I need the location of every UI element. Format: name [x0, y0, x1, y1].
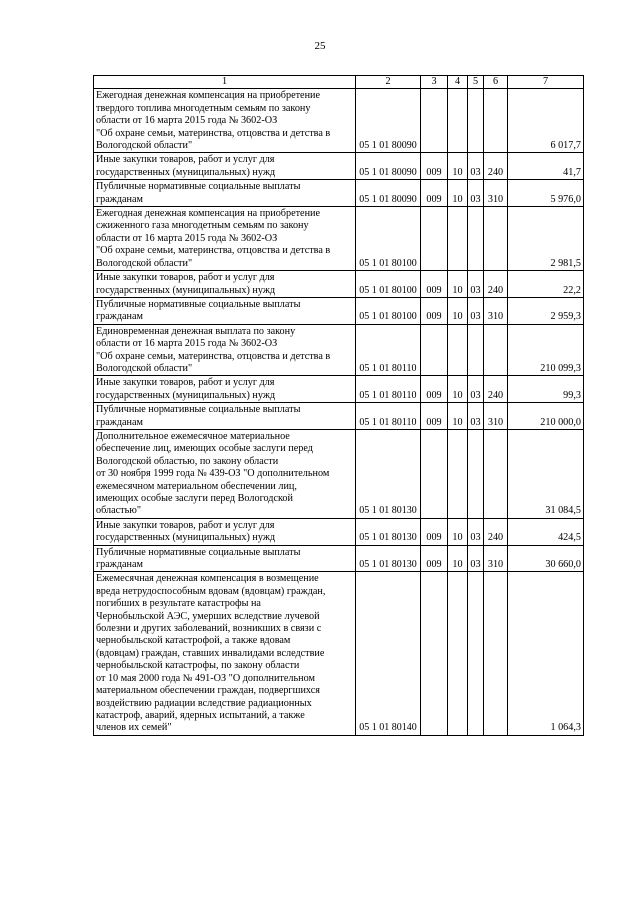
row-name-line: государственных (муниципальных) нужд	[96, 284, 276, 296]
subsection-code-cell: 03	[468, 376, 484, 403]
subsection-code-cell: 03	[468, 153, 484, 180]
expense-type-cell	[484, 429, 508, 518]
budget-code-cell: 05 1 01 80100	[356, 271, 421, 298]
row-name	[94, 545, 356, 572]
row-name-line: воздействию радиации вследствие радиационных	[96, 697, 312, 709]
table-row	[94, 180, 584, 207]
row-name-line: Публичные нормативные социальные выплаты	[96, 298, 301, 310]
table-row	[94, 572, 584, 735]
expense-type-cell: 310	[484, 180, 508, 207]
row-name-line: гражданам	[96, 416, 143, 428]
subsection-code-cell	[468, 89, 484, 153]
section-code-cell	[448, 429, 468, 518]
section-code-cell: 10	[448, 545, 468, 572]
subsection-code-cell: 03	[468, 271, 484, 298]
row-name-line: (вдовцам) граждан, ставших инвалидами вследствие	[96, 647, 325, 659]
column-header: 1	[94, 76, 356, 89]
ministry-code-cell	[421, 89, 448, 153]
amount-cell: 22,2	[508, 271, 584, 298]
budget-code-cell: 05 1 01 80100	[356, 207, 421, 271]
ministry-code-cell: 009	[421, 271, 448, 298]
row-name-line: Вологодской области"	[96, 140, 193, 152]
column-header: 2	[356, 76, 421, 89]
row-name-line: государственных (муниципальных) нужд	[96, 166, 276, 178]
row-name-line: Иные закупки товаров, работ и услуг для	[96, 377, 275, 389]
row-name-line: от 30 ноября 1999 года № 439-ОЗ "О дополнительном	[96, 468, 330, 480]
table-row	[94, 518, 584, 545]
amount-cell: 210 000,0	[508, 403, 584, 430]
row-name-line: Публичные нормативные социальные выплаты	[96, 181, 301, 193]
row-name-line: Ежемесячная денежная компенсация в возмещение	[96, 573, 319, 585]
column-header: 7	[508, 76, 584, 89]
budget-code-cell: 05 1 01 80130	[356, 545, 421, 572]
row-name-line: чернобыльской катастрофы, по закону области	[96, 660, 300, 672]
row-name-line: Публичные нормативные социальные выплаты	[96, 404, 301, 416]
amount-cell: 5 976,0	[508, 180, 584, 207]
row-name-line: вреда нетрудоспособным вдовам (вдовцам) граждан,	[96, 585, 326, 597]
table-row	[94, 153, 584, 180]
row-name-line: обеспечение лиц, имеющих особые заслуги перед	[96, 443, 313, 455]
row-name-line: Единовременная денежная выплата по закону	[96, 325, 296, 337]
budget-code-cell: 05 1 01 80130	[356, 429, 421, 518]
row-name-line: Ежегодная денежная компенсация на приобретение	[96, 208, 321, 220]
amount-cell: 424,5	[508, 518, 584, 545]
row-name-line: "Об охране семьи, материнства, отцовства и детства в	[96, 127, 331, 139]
row-name-line: Иные закупки товаров, работ и услуг для	[96, 154, 275, 166]
amount-cell: 2 959,3	[508, 297, 584, 324]
row-name-line: "Об охране семьи, материнства, отцовства и детства в	[96, 245, 331, 257]
expense-type-cell	[484, 324, 508, 376]
section-code-cell	[448, 324, 468, 376]
column-header: 5	[468, 76, 484, 89]
budget-code-cell: 05 1 01 80140	[356, 572, 421, 735]
section-code-cell: 10	[448, 403, 468, 430]
subsection-code-cell: 03	[468, 545, 484, 572]
section-code-cell	[448, 89, 468, 153]
row-name-line: гражданам	[96, 193, 143, 205]
row-name-line: Вологодской областью, по закону области	[96, 455, 279, 467]
row-name-line: Вологодской области"	[96, 257, 193, 269]
row-name	[94, 518, 356, 545]
budget-code-cell: 05 1 01 80110	[356, 403, 421, 430]
row-name-line: области от 16 марта 2015 года № 3602-ОЗ	[96, 115, 278, 127]
ministry-code-cell	[421, 429, 448, 518]
row-name-line: катастроф, аварий, ядерных испытаний, а также	[96, 709, 305, 721]
subsection-code-cell: 03	[468, 403, 484, 430]
budget-code-cell: 05 1 01 80110	[356, 324, 421, 376]
section-code-cell: 10	[448, 180, 468, 207]
ministry-code-cell: 009	[421, 180, 448, 207]
row-name	[94, 207, 356, 271]
budget-code-cell: 05 1 01 80130	[356, 518, 421, 545]
budget-table	[93, 75, 584, 736]
table-row	[94, 376, 584, 403]
expense-type-cell: 240	[484, 153, 508, 180]
row-name	[94, 324, 356, 376]
expense-type-cell: 240	[484, 518, 508, 545]
section-code-cell: 10	[448, 271, 468, 298]
row-name-line: государственных (муниципальных) нужд	[96, 389, 276, 401]
budget-code-cell: 05 1 01 80110	[356, 376, 421, 403]
ministry-code-cell	[421, 572, 448, 735]
section-code-cell: 10	[448, 518, 468, 545]
expense-type-cell	[484, 207, 508, 271]
row-name	[94, 271, 356, 298]
row-name-line: областью"	[96, 505, 142, 517]
table-row	[94, 403, 584, 430]
amount-cell: 1 064,3	[508, 572, 584, 735]
row-name	[94, 403, 356, 430]
subsection-code-cell: 03	[468, 180, 484, 207]
table-row	[94, 429, 584, 518]
expense-type-cell: 310	[484, 403, 508, 430]
table-header-row	[94, 76, 584, 89]
row-name-line: гражданам	[96, 311, 143, 323]
column-header: 3	[421, 76, 448, 89]
row-name-line: области от 16 марта 2015 года № 3602-ОЗ	[96, 338, 278, 350]
budget-code-cell: 05 1 01 80090	[356, 180, 421, 207]
row-name-line: чернобыльской катастрофой, а также вдовам	[96, 635, 291, 647]
row-name-line: имеющих особые заслуги перед Вологодской	[96, 493, 293, 504]
row-name-line: Вологодской области"	[96, 362, 193, 374]
ministry-code-cell: 009	[421, 376, 448, 403]
amount-cell: 6 017,7	[508, 89, 584, 153]
table-row	[94, 89, 584, 153]
row-name-line: Иные закупки товаров, работ и услуг для	[96, 519, 275, 531]
page-number: 25	[314, 40, 326, 52]
ministry-code-cell	[421, 324, 448, 376]
budget-code-cell: 05 1 01 80090	[356, 153, 421, 180]
section-code-cell: 10	[448, 297, 468, 324]
table-row	[94, 324, 584, 376]
expense-type-cell: 240	[484, 376, 508, 403]
row-name-line: членов их семей"	[96, 722, 172, 734]
row-name	[94, 572, 356, 735]
expense-type-cell	[484, 89, 508, 153]
subsection-code-cell	[468, 324, 484, 376]
row-name-line: ежемесячном материальном обеспечении лиц,	[96, 480, 297, 492]
ministry-code-cell: 009	[421, 545, 448, 572]
table-row	[94, 207, 584, 271]
column-header: 6	[484, 76, 508, 89]
row-name-line: "Об охране семьи, материнства, отцовства и детства в	[96, 350, 331, 362]
row-name-line: твердого топлива многодетным семьям по закону	[96, 102, 311, 114]
row-name	[94, 376, 356, 403]
row-name-line: Публичные нормативные социальные выплаты	[96, 546, 301, 558]
amount-cell: 41,7	[508, 153, 584, 180]
row-name-line: Иные закупки товаров, работ и услуг для	[96, 272, 275, 284]
row-name-line: материальном обеспечении граждан, подвергшихся	[96, 685, 320, 697]
table-row	[94, 297, 584, 324]
section-code-cell	[448, 572, 468, 735]
ministry-code-cell: 009	[421, 518, 448, 545]
row-name-line: от 10 мая 2000 года № 491-ОЗ "О дополнительном	[96, 672, 315, 684]
subsection-code-cell: 03	[468, 297, 484, 324]
row-name	[94, 429, 356, 518]
row-name	[94, 153, 356, 180]
row-name-line: гражданам	[96, 559, 143, 571]
section-code-cell	[448, 207, 468, 271]
expense-type-cell: 310	[484, 545, 508, 572]
subsection-code-cell: 03	[468, 518, 484, 545]
amount-cell: 99,3	[508, 376, 584, 403]
subsection-code-cell	[468, 429, 484, 518]
row-name-line: области от 16 марта 2015 года № 3602-ОЗ	[96, 232, 278, 244]
row-name	[94, 297, 356, 324]
column-header: 4	[448, 76, 468, 89]
expense-type-cell: 310	[484, 297, 508, 324]
amount-cell: 210 099,3	[508, 324, 584, 376]
amount-cell: 31 084,5	[508, 429, 584, 518]
row-name	[94, 180, 356, 207]
section-code-cell: 10	[448, 376, 468, 403]
amount-cell: 30 660,0	[508, 545, 584, 572]
budget-code-cell: 05 1 01 80090	[356, 89, 421, 153]
row-name-line: государственных (муниципальных) нужд	[96, 532, 276, 544]
subsection-code-cell	[468, 572, 484, 735]
row-name-line: погибших в результате катастрофы на	[96, 598, 261, 610]
ministry-code-cell	[421, 207, 448, 271]
budget-code-cell: 05 1 01 80100	[356, 297, 421, 324]
table-row	[94, 545, 584, 572]
section-code-cell: 10	[448, 153, 468, 180]
expense-type-cell	[484, 572, 508, 735]
ministry-code-cell: 009	[421, 403, 448, 430]
ministry-code-cell: 009	[421, 297, 448, 324]
row-name	[94, 89, 356, 153]
table-row	[94, 271, 584, 298]
amount-cell: 2 981,5	[508, 207, 584, 271]
row-name-line: сжиженного газа многодетным семьям по закону	[96, 220, 309, 232]
ministry-code-cell: 009	[421, 153, 448, 180]
row-name-line: Чернобыльской АЭС, умерших вследствие лучевой	[96, 610, 320, 622]
row-name-line: болезни и других заболеваний, возникших в связи с	[96, 623, 322, 635]
row-name-line: Дополнительное ежемесячное материальное	[96, 430, 290, 442]
expense-type-cell: 240	[484, 271, 508, 298]
row-name-line: Ежегодная денежная компенсация на приобретение	[96, 90, 321, 102]
subsection-code-cell	[468, 207, 484, 271]
